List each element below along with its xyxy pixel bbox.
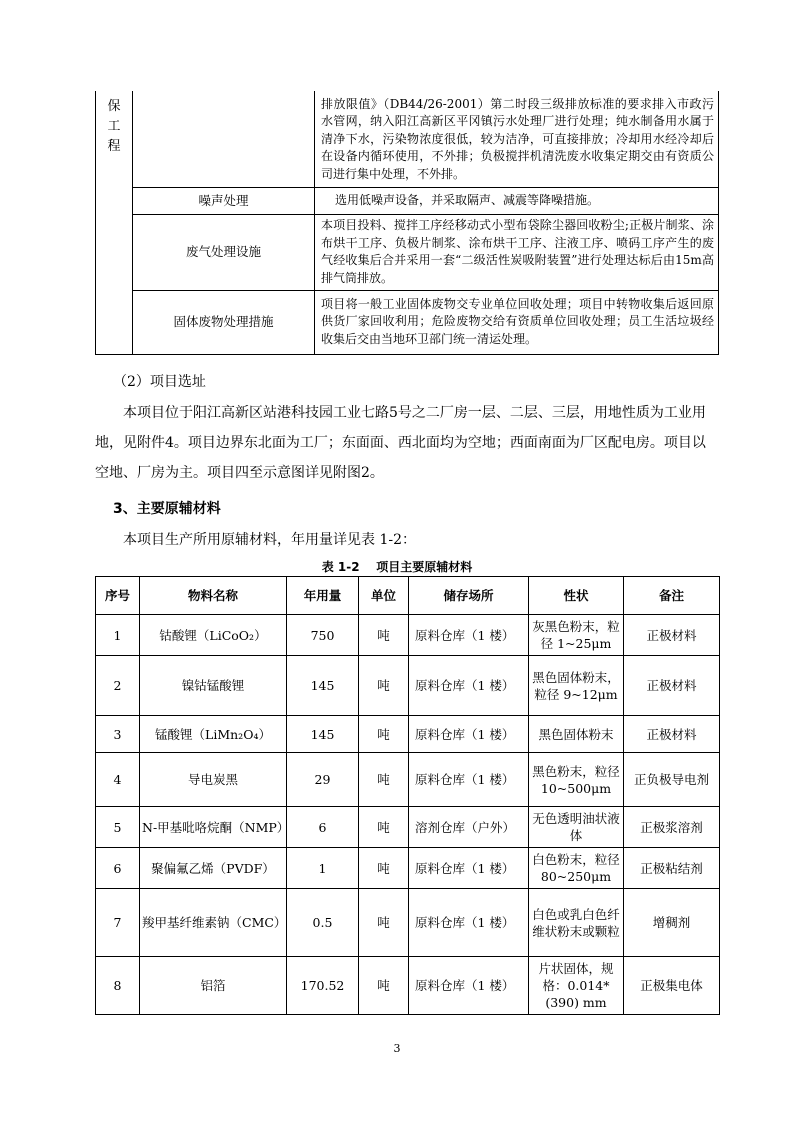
row-property: 黑色固体粉末，粒径 9~12μm xyxy=(529,656,624,716)
row-unit: 吨 xyxy=(359,957,409,1015)
measure-text-cell: 选用低噪声设备，并采取隔声、减震等降噪措施。 xyxy=(315,187,719,214)
row-storage: 原料仓库（1 楼） xyxy=(409,753,529,807)
row-storage: 原料仓库（1 楼） xyxy=(409,889,529,957)
row-qty: 145 xyxy=(287,656,359,716)
row-no: 3 xyxy=(96,716,140,753)
row-storage: 原料仓库（1 楼） xyxy=(409,957,529,1015)
row-note: 正极粘结剂 xyxy=(624,848,720,889)
table-row xyxy=(96,957,720,1015)
header-note: 备注 xyxy=(624,577,720,615)
category-cell xyxy=(96,91,133,354)
row-qty: 1 xyxy=(287,848,359,889)
row-name: 锰酸锂（LiMn₂O₄） xyxy=(140,716,287,753)
header-unit: 单位 xyxy=(359,577,409,615)
header-storage: 储存场所 xyxy=(409,577,529,615)
row-name: 镍钴锰酸锂 xyxy=(140,656,287,716)
row-storage: 原料仓库（1 楼） xyxy=(409,615,529,656)
measure-text-cell: 项目将一般工业固体废物交专业单位回收处理；项目中转物收集后返回原供货厂家回收利用；危险废物交给有资质单位回收处理；员工生活垃圾经收集后交由当地环卫部门统一清运处理。 xyxy=(315,290,719,354)
row-note: 正极材料 xyxy=(624,656,720,716)
row-unit: 吨 xyxy=(359,753,409,807)
measure-name-cell: 废气处理设施 xyxy=(133,214,315,290)
row-storage: 原料仓库（1 楼） xyxy=(409,716,529,753)
row-unit: 吨 xyxy=(359,848,409,889)
row-property: 黑色粉末，粒径 10~500μm xyxy=(529,753,624,807)
table-row xyxy=(96,615,720,656)
row-storage: 原料仓库（1 楼） xyxy=(409,656,529,716)
header-name: 物料名称 xyxy=(140,577,287,615)
row-no: 7 xyxy=(96,889,140,957)
materials-heading: 3、主要原辅材料 xyxy=(113,501,221,517)
row-property: 白色或乳白色纤维状粉末或颗粒 xyxy=(529,889,624,957)
row-name: 聚偏氟乙烯（PVDF） xyxy=(140,848,287,889)
row-no: 6 xyxy=(96,848,140,889)
row-unit: 吨 xyxy=(359,615,409,656)
site-heading: （2）项目选址 xyxy=(113,374,206,390)
row-property: 黑色固体粉末 xyxy=(529,716,624,753)
row-storage: 溶剂仓库（户外） xyxy=(409,807,529,848)
row-note: 正极材料 xyxy=(624,615,720,656)
row-note: 增稠剂 xyxy=(624,889,720,957)
table-row xyxy=(96,753,720,807)
row-name: 导电炭黑 xyxy=(140,753,287,807)
row-property: 片状固体，规格：0.014*(390) mm xyxy=(529,957,624,1015)
header-property: 性状 xyxy=(529,577,624,615)
row-qty: 750 xyxy=(287,615,359,656)
table-caption: 表 1-2 项目主要原辅材料 xyxy=(321,560,473,574)
row-no: 5 xyxy=(96,807,140,848)
row-qty: 170.52 xyxy=(287,957,359,1015)
row-unit: 吨 xyxy=(359,889,409,957)
row-unit: 吨 xyxy=(359,716,409,753)
row-unit: 吨 xyxy=(359,807,409,848)
materials-intro: 本项目生产所用原辅材料，年用量详见表 1-2： xyxy=(123,532,416,548)
row-name: 羧甲基纤维素钠（CMC） xyxy=(140,889,287,957)
measure-text-cell: 排放限值》（DB44/26-2001）第二时段三级排放标准的要求排入市政污水管网，纳入阳江高新区平冈镇污水处理厂进行处理；纯水制备用水属于清净下水，污染物浓度很低，较为洁净，可直接排放；冷却用水经冷却后在设备内循环使用，不外排；负极搅拌机清洗废水收集定期交由有资质公司进行集中处理，不外排。 xyxy=(315,91,719,187)
table-row xyxy=(96,848,720,889)
measure-name-cell xyxy=(133,91,315,187)
row-note: 正极浆溶剂 xyxy=(624,807,720,848)
environmental-protection-table xyxy=(95,91,719,355)
row-no: 1 xyxy=(96,615,140,656)
row-note: 正负极导电剂 xyxy=(624,753,720,807)
row-qty: 6 xyxy=(287,807,359,848)
materials-table xyxy=(95,576,720,1015)
category-label: 保 工 程 xyxy=(107,99,121,154)
row-property: 白色粉末，粒径 80~250μm xyxy=(529,848,624,889)
row-name: 钴酸锂（LiCoO₂） xyxy=(140,615,287,656)
site-paragraph: 本项目位于阳江高新区站港科技园工业七路5号之二厂房一层、二层、三层，用地性质为工业用地，见附件4。项目边界东北面为工厂；东面面、西北面均为空地；西面南面为厂区配电房。项目以空地、厂房为主。项目四至示意图详见附图2。 xyxy=(95,405,706,481)
table-row xyxy=(96,889,720,957)
row-name: N-甲基吡咯烷酮（NMP） xyxy=(140,807,287,848)
row-name: 铝箔 xyxy=(140,957,287,1015)
measure-name-cell: 固体废物处理措施 xyxy=(133,290,315,354)
row-no: 8 xyxy=(96,957,140,1015)
row-property: 无色透明油状液体 xyxy=(529,807,624,848)
table-row xyxy=(96,807,720,848)
row-no: 4 xyxy=(96,753,140,807)
header-qty: 年用量 xyxy=(287,577,359,615)
row-note: 正极集电体 xyxy=(624,957,720,1015)
measure-name-cell: 噪声处理 xyxy=(133,187,315,214)
row-qty: 0.5 xyxy=(287,889,359,957)
row-qty: 29 xyxy=(287,753,359,807)
page-number: 3 xyxy=(393,1042,401,1055)
row-qty: 145 xyxy=(287,716,359,753)
table-row xyxy=(96,656,720,716)
measure-text-cell: 本项目投料、搅拌工序经移动式小型布袋除尘器回收粉尘;正极片制浆、涂布烘干工序、负极片制浆、涂布烘干工序、注液工序、喷码工序产生的废气经收集后合并采用一套“二级活性炭吸附装置”进行处理达标后由15m高排气筒排放。 xyxy=(315,214,719,290)
row-unit: 吨 xyxy=(359,656,409,716)
row-storage: 原料仓库（1 楼） xyxy=(409,848,529,889)
row-property: 灰黑色粉末，粒径 1~25μm xyxy=(529,615,624,656)
row-no: 2 xyxy=(96,656,140,716)
table-header-row xyxy=(96,577,720,615)
header-no: 序号 xyxy=(96,577,140,615)
table-row xyxy=(96,716,720,753)
row-note: 正极材料 xyxy=(624,716,720,753)
